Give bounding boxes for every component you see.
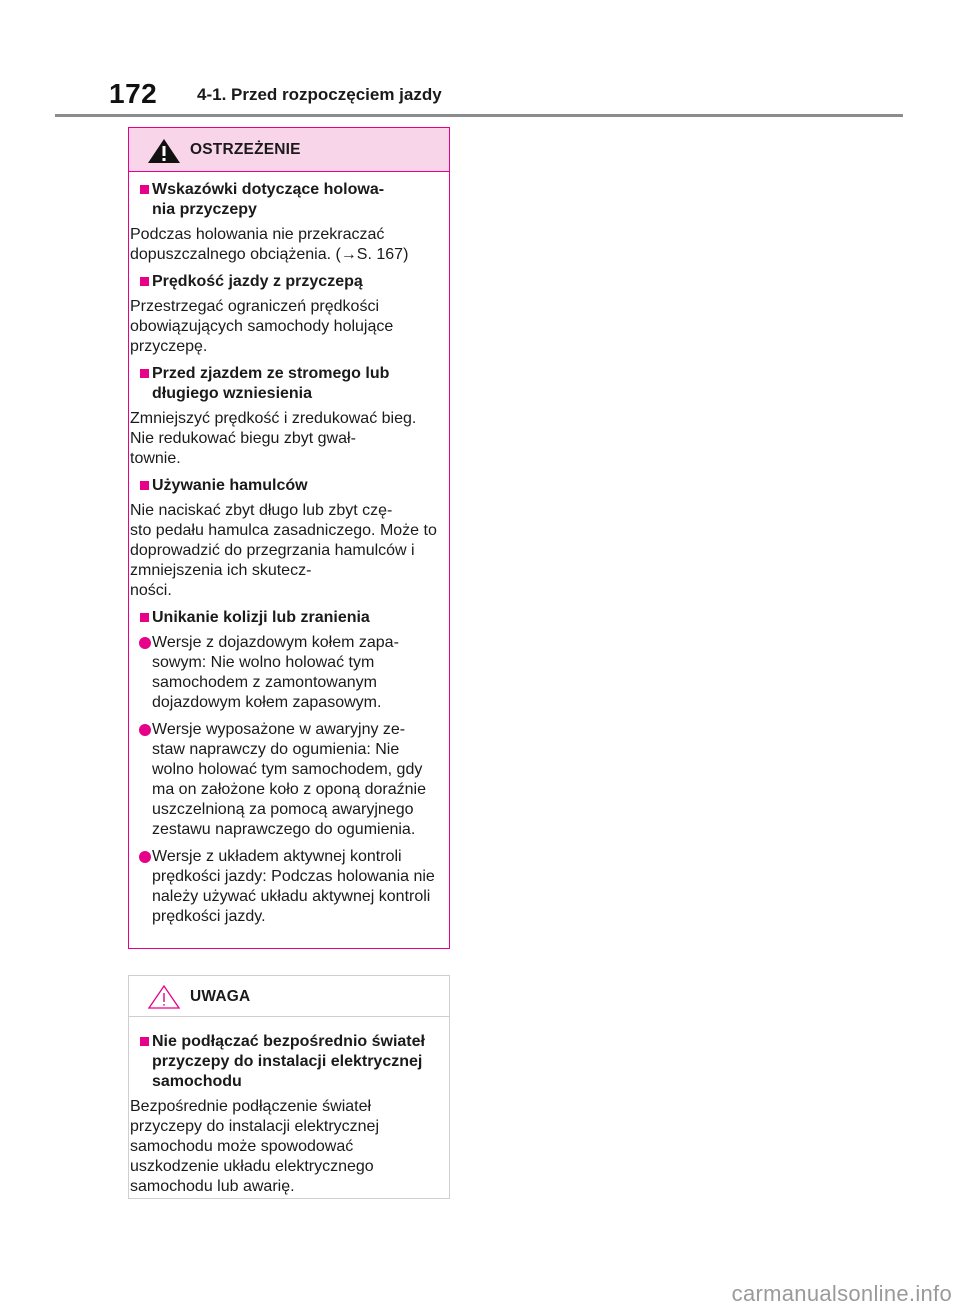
square-bullet-icon <box>140 1037 149 1046</box>
section-heading: Przed zjazdem ze stromego lub długiego wzniesienia <box>130 364 441 404</box>
page-number: 172 <box>109 78 158 109</box>
square-bullet-icon <box>140 613 149 622</box>
notice-box <box>128 975 450 1199</box>
list-item: Wersje z dojazdowym kołem zapa- sowym: Nie wolno holować tym samochodem z zamontowanym dojazdowym kołem zapasowym. <box>130 633 441 713</box>
warning-box <box>128 127 450 949</box>
round-bullet-icon <box>139 851 151 863</box>
section-text: Podczas holowania nie przekraczać dopuszczalnego obciążenia. (→S. 167) <box>130 226 409 263</box>
notice-header <box>129 976 449 1017</box>
section-heading: Używanie hamulców <box>130 476 441 496</box>
caution-icon <box>147 984 181 1010</box>
section-heading: Unikanie kolizji lub zranienia <box>130 608 441 628</box>
warning-title: OSTRZEŻENIE <box>190 141 301 158</box>
square-bullet-icon <box>140 369 149 378</box>
square-bullet-icon <box>140 481 149 490</box>
section-heading: Wskazówki dotyczące holowa- nia przyczepy <box>130 180 441 220</box>
warning-content <box>129 172 449 927</box>
square-bullet-icon <box>140 185 149 194</box>
round-bullet-icon <box>139 637 151 649</box>
square-bullet-icon <box>140 277 149 286</box>
chapter-title: 4-1. Przed rozpoczęciem jazdy <box>197 85 442 104</box>
warning-header <box>129 128 449 172</box>
section-text: Zmniejszyć prędkość i zredukować bieg. Nie redukować biegu zbyt gwał- townie. <box>130 410 417 467</box>
section-heading: Prędkość jazdy z przyczepą <box>130 272 441 292</box>
section-text: Bezpośrednie podłączenie świateł przyczepy do instalacji elektrycznej samochodu może spowodować uszkodzenie układu elektrycznego samochodu lub awarię. <box>130 1098 379 1195</box>
notice-content <box>129 1017 449 1197</box>
list-item: Wersje wyposażone w awaryjny ze- staw naprawczy do ogumienia: Nie wolno holować tym samochodem, gdy ma on założone koło z oponą doraźnie uszczelnioną za pomocą awaryjnego zestawu naprawczego do ogumienia. <box>130 720 441 840</box>
notice-title: UWAGA <box>190 988 251 1005</box>
section-text: Nie naciskać zbyt długo lub zbyt czę- sto pedału hamulca zasadniczego. Może to doprowadzić do przegrzania hamulców i zmniejszenia ich skutecz- ności. <box>130 502 437 599</box>
warning-icon <box>147 138 181 164</box>
round-bullet-icon <box>139 724 151 736</box>
section-text: Przestrzegać ograniczeń prędkości obowiązujących samochody holujące przyczepę. <box>130 298 394 355</box>
watermark: carmanualsonline.info <box>731 1281 952 1306</box>
header-rule <box>55 114 903 117</box>
section-heading: Nie podłączać bezpośrednio świateł przyczepy do instalacji elektrycznej samochodu <box>130 1032 441 1092</box>
list-item: Wersje z układem aktywnej kontroli prędkości jazdy: Podczas holowania nie należy używać układu aktywnej kontroli prędkości jazdy. <box>130 847 441 927</box>
